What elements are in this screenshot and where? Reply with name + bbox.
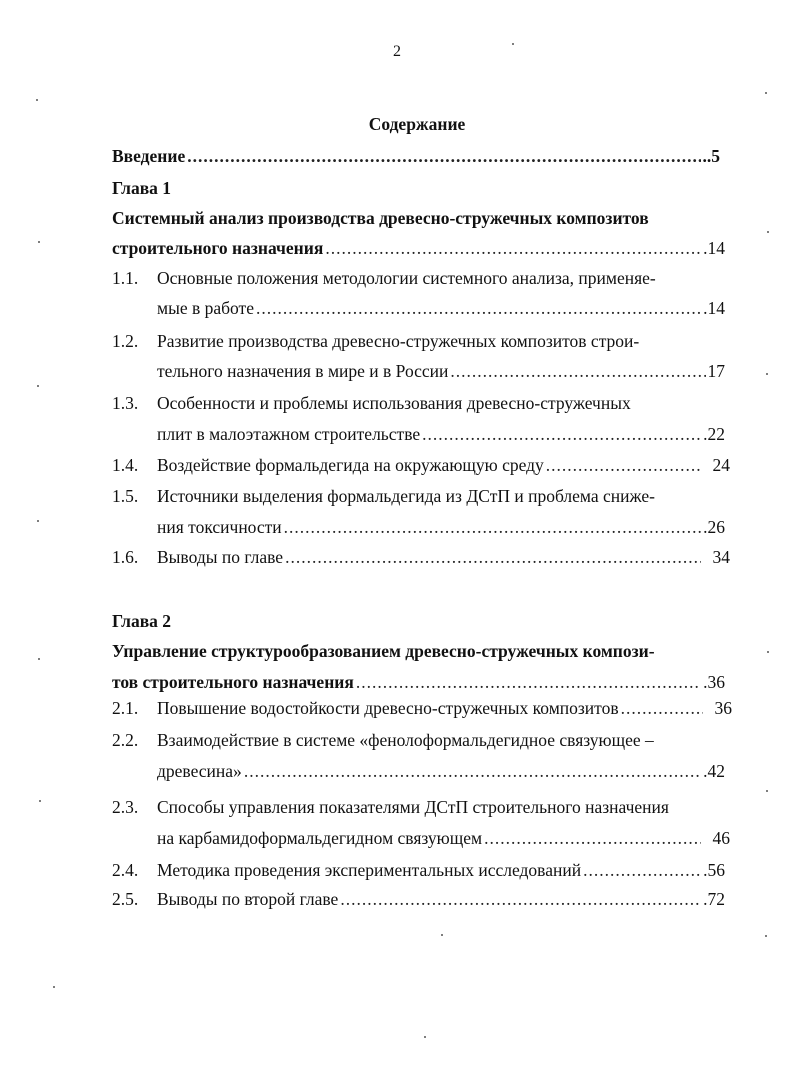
- scan-speck: [36, 99, 38, 101]
- scan-speck: [765, 92, 767, 94]
- toc-entry-2-4: [112, 859, 725, 881]
- dot-leader: [484, 827, 700, 849]
- chapter2-heading: Глава 2: [112, 611, 172, 631]
- section-number: 1.1.: [112, 268, 139, 288]
- chapter1-title-line2: строительного назначения: [112, 238, 324, 258]
- dot-leader: [356, 671, 701, 693]
- section-page: 34: [712, 547, 730, 567]
- section-page: 46: [712, 828, 730, 848]
- chapter1-title-entry: [112, 237, 725, 259]
- section-number: 1.4.: [112, 455, 139, 475]
- toc-entry-2-3-cont: [157, 827, 730, 849]
- toc-entry-1-5: [112, 485, 655, 507]
- section-title-cont: ния токсичности: [157, 517, 282, 537]
- toc-entry-2-2: [112, 729, 654, 751]
- toc-entry-2-5: [112, 888, 725, 910]
- dot-leader: [621, 697, 703, 719]
- scan-speck: [766, 790, 768, 792]
- toc-entry-1-3: [112, 392, 631, 414]
- dot-leader: [244, 760, 701, 782]
- section-title: Воздействие формальдегида на окружающую среду: [157, 455, 544, 475]
- scan-speck: [38, 241, 40, 243]
- toc-title: Содержание: [368, 114, 466, 134]
- section-number: 2.1.: [112, 698, 139, 718]
- scan-speck: [766, 373, 768, 375]
- section-page: .22: [703, 424, 725, 444]
- scan-speck: [39, 800, 41, 802]
- chapter2-title-line1: Управление структурообразованием древесно-стружечных компози-: [112, 641, 655, 661]
- section-number: 1.3.: [112, 393, 139, 413]
- intro-page: ..5: [702, 146, 720, 166]
- section-title: Выводы по главе: [157, 547, 284, 567]
- chapter1-title-line1: Системный анализ производства древесно-стружечных композитов: [112, 208, 649, 228]
- dot-leader: [284, 516, 701, 538]
- scan-speck: [767, 231, 769, 233]
- chapter2-title-entry: [112, 671, 725, 693]
- section-page: .14: [703, 298, 725, 318]
- section-number: 2.5.: [112, 889, 139, 909]
- section-number: 1.5.: [112, 486, 139, 506]
- section-title-cont: плит в малоэтажном строительстве: [157, 424, 421, 444]
- dot-leader: [546, 454, 701, 476]
- dot-leader: [285, 546, 700, 568]
- section-title: Выводы по второй главе: [157, 889, 339, 909]
- dot-leader: [187, 145, 700, 167]
- scan-speck: [37, 385, 39, 387]
- section-title: Источники выделения формальдегида из ДСтП и проблема сниже-: [157, 486, 655, 506]
- section-page: .72: [703, 889, 725, 909]
- dot-leader: [325, 237, 701, 259]
- dot-leader: [256, 297, 701, 319]
- section-number: 2.4.: [112, 860, 139, 880]
- section-title-cont: мые в работе: [157, 298, 254, 318]
- chapter1-title-page: .14: [703, 238, 725, 258]
- section-title: Развитие производства древесно-стружечных композитов строи-: [157, 331, 640, 351]
- section-title: Взаимодействие в системе «фенолоформальдегидное связующее –: [157, 730, 654, 750]
- scan-speck: [767, 651, 769, 653]
- chapter2-title-line2: тов строительного назначения: [112, 672, 354, 692]
- dot-leader: [340, 888, 701, 910]
- scan-speck: [53, 986, 55, 988]
- toc-entry-1-2-cont: [157, 360, 725, 382]
- section-page: 17: [707, 361, 725, 381]
- section-number: 1.6.: [112, 547, 139, 567]
- scan-speck: [441, 934, 443, 936]
- section-number: 1.2.: [112, 331, 139, 351]
- section-title: Особенности и проблемы использования древесно-стружечных: [157, 393, 631, 413]
- section-title-cont: на карбамидоформальдегидном связующем: [157, 828, 483, 848]
- section-title: Методика проведения экспериментальных исследований: [157, 860, 582, 880]
- toc-entry-2-3: [112, 796, 669, 818]
- toc-entry-1-5-cont: [157, 516, 725, 538]
- toc-entry-intro: [112, 145, 720, 167]
- chapter1-heading: Глава 1: [112, 178, 172, 198]
- section-page: .56: [703, 860, 725, 880]
- section-number: 2.2.: [112, 730, 139, 750]
- chapter2-title-page: .36: [703, 672, 725, 692]
- dot-leader: [450, 360, 705, 382]
- toc-entry-1-1: [112, 267, 656, 289]
- section-title: Повышение водостойкости древесно-стружечных композитов: [157, 698, 619, 718]
- toc-entry-1-6: [112, 546, 730, 568]
- section-page: .42: [703, 761, 725, 781]
- toc-entry-2-2-cont: [157, 760, 725, 782]
- page-number: 2: [393, 43, 401, 60]
- scan-speck: [38, 658, 40, 660]
- dot-leader: [422, 423, 701, 445]
- toc-entry-1-2: [112, 330, 639, 352]
- section-title-cont: тельного назначения в мире и в России: [157, 361, 449, 381]
- section-number: 2.3.: [112, 797, 139, 817]
- scan-speck: [765, 935, 767, 937]
- section-page: 24: [712, 455, 730, 475]
- scan-speck: [37, 520, 39, 522]
- section-page: 36: [714, 698, 732, 718]
- scan-speck: [424, 1036, 426, 1038]
- section-page: .26: [703, 517, 725, 537]
- toc-entry-1-4: [112, 454, 730, 476]
- toc-entry-2-1: [112, 697, 732, 719]
- section-title-cont: древесина»: [157, 761, 242, 781]
- toc-entry-1-3-cont: [157, 423, 725, 445]
- intro-label: Введение: [112, 146, 186, 166]
- dot-leader: [583, 859, 701, 881]
- section-title: Способы управления показателями ДСтП строительного назначения: [157, 797, 669, 817]
- scan-speck: [512, 43, 514, 45]
- toc-entry-1-1-cont: [157, 297, 725, 319]
- section-title: Основные положения методологии системного анализа, применяе-: [157, 268, 656, 288]
